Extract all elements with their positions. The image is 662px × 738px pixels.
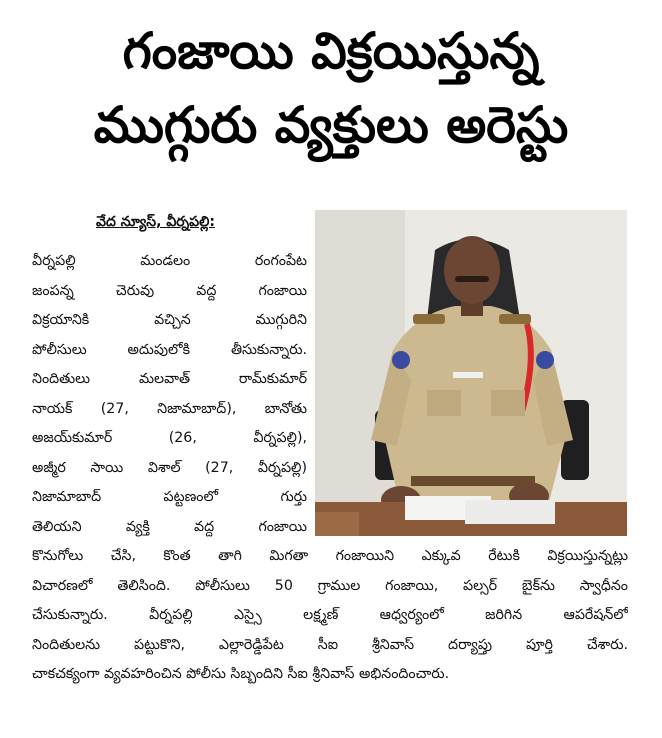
body-line: నాయక్ (27, నిజామాబాద్), బానోతు — [32, 400, 307, 417]
article-body — [32, 247, 628, 690]
body-line: పోలీసులు అదుపులోకి తీసుకున్నారు. — [32, 341, 307, 358]
headline-line-2: ముగ్గురు వ్యక్తులు అరెస్టు — [93, 96, 569, 154]
body-line: అజ్మీర సాయి విశాల్ (27, వీర్నపల్లి) — [32, 459, 307, 476]
headline-line-1: గంజాయి విక్రయిస్తున్న — [122, 22, 540, 80]
body-line: విచారణలో తెలిసింది. పోలీసులు 50 గ్రాముల గంజాయి, పల్సర్ బైక్‌ను స్వాధీనం — [32, 577, 628, 594]
body-line: నిందితులను పట్టుకొని, ఎల్లారెడ్డిపేట సీఐ శ్రీనివాస్ దర్యాప్తు పూర్తి చేశారు. — [32, 636, 628, 653]
body-line: విక్రయానికి వచ్చిన ముగ్గురిని — [32, 312, 307, 328]
body-line: నిజామాబాద్ పట్టణంలో గుర్తు — [32, 489, 307, 505]
body-line: వీర్నపల్లి మండలం రంగంపేట — [32, 253, 307, 269]
body-line: జంపన్న చెరువు వద్ద గంజాయి — [32, 282, 307, 299]
body-line: అజయ్‌కుమార్ (26, వీర్నపల్లి), — [32, 430, 307, 446]
body-line: చాకచక్యంగా వ్యవహరించిన పోలీసు సిబ్బందిని సీఐ శ్రీనివాస్ అభినందించారు. — [32, 666, 450, 682]
body-line: చేసుకున్నారు. వీర్నపల్లి ఎస్సై లక్ష్మణ్ ఆధ్వర్యంలో జరిగిన ఆపరేషన్‌లో — [32, 607, 628, 623]
headline — [0, 14, 662, 162]
dateline: వేద న్యూస్, వీర్నపల్లి: — [96, 214, 215, 230]
body-line: తెలియని వ్యక్తి వద్ద గంజాయి — [32, 518, 307, 535]
body-line: కొనుగోలు చేసి, కొంత తాగి మిగతా గంజాయిని ఎక్కువ రేటుకి విక్రయిస్తున్నట్లు — [32, 548, 628, 564]
body-line: నిందితులు మలవాత్ రామ్‌కుమార్ — [32, 371, 307, 387]
